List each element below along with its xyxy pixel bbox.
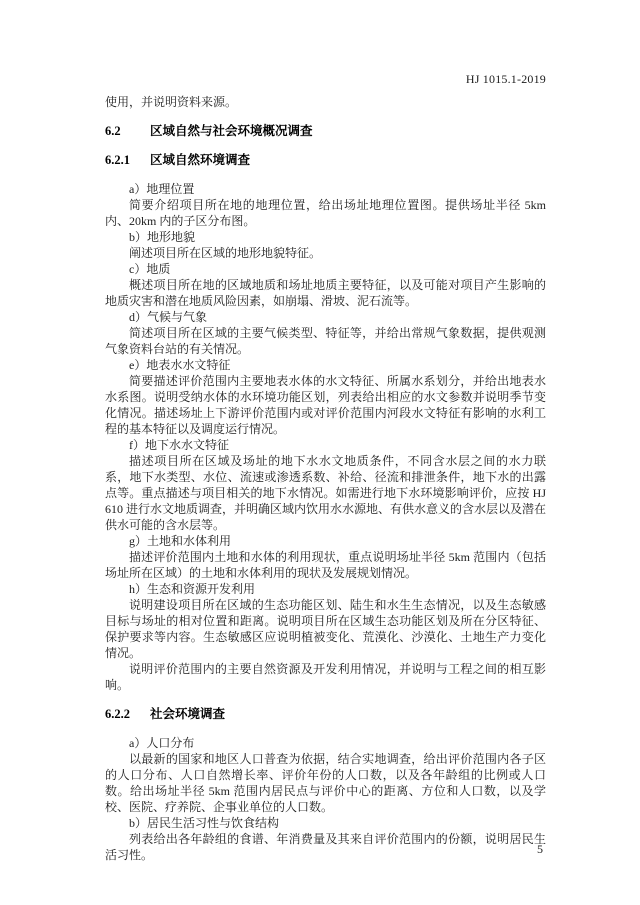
paragraph: 说明评价范围内的主要自然资源及开发利用情况，并说明与工程之间的相互影响。 <box>105 662 546 692</box>
list-item-heading: e）地表水水文特征 <box>129 358 231 372</box>
paragraph: 描述评价范围内土地和水体的利用现状，重点说明场址半径 5km 范围内（包括场址所在区域）的土地和水体利用的现状及发展规划情况。 <box>105 550 546 580</box>
paragraph: 说明建设项目所在区域的生态功能区划、陆生和水生生态情况，以及生态敏感目标与场址的相对位置和距离。说明项目所在区域生态功能区划及所在分区特征、保护要求等内容。生态敏感区应说明植被变化、荒漠化、沙漠化、土地生产力变化情况。 <box>105 598 546 660</box>
list-item-heading: h）生态和资源开发利用 <box>129 582 256 596</box>
list-item-heading: d）气候与气象 <box>129 310 208 324</box>
section-title: 社会环境调查 <box>150 707 226 721</box>
paragraph: 简要描述评价范围内主要地表水体的水文特征、所属水系划分，并给出地表水水系图。说明受纳水体的水环境功能区划，列表给出相应的水文参数并说明季节变化情况。描述场址上下游评价范围内或对评价范围内河段水文特征有影响的水利工程的基本特征以及调度运行情况。 <box>105 374 546 436</box>
list-item-heading: b）居民生活习性与饮食结构 <box>129 816 280 830</box>
section-title: 区域自然与社会环境概况调查 <box>150 124 313 138</box>
list-item-heading: f）地下水水文特征 <box>129 438 229 452</box>
list-item-heading: c）地质 <box>129 262 171 276</box>
document-header-standard-number: HJ 1015.1-2019 <box>465 72 546 86</box>
paragraph: 阐述项目所在区域的地形地貌特征。 <box>129 246 322 260</box>
paragraph: 列表给出各年龄组的食谱、年消费量及其来自评价范围内的份额，说明居民生活习性。 <box>105 832 546 862</box>
list-item-heading: a）地理位置 <box>129 182 195 196</box>
list-item-heading: g）土地和水体利用 <box>129 534 232 548</box>
paragraph: 简要介绍项目所在地的地理位置，给出场址地理位置图。提供场址半径 5km 内、20km 内的子区分布图。 <box>105 198 546 228</box>
paragraph: 描述项目所在区域及场址的地下水水文地质条件，不同含水层之间的水力联系，地下水类型、水位、流速或渗透系数、补给、径流和排泄条件，地下水的出露点等。重点描述与项目相关的地下水情况。如需进行地下水环境影响评价，应按 HJ 610 进行水文地质调查，并明确区域内饮用水水源地、有供水意义的含水层以及潜在供水可能的含水层等。 <box>105 454 547 532</box>
paragraph: 概述项目所在地的区域地质和场址地质主要特征，以及可能对项目产生影响的地质灾害和潜在地质风险因素，如崩塌、滑坡、泥石流等。 <box>105 278 546 308</box>
paragraph: 使用，并说明资料来源。 <box>105 95 238 109</box>
document-content <box>105 94 546 863</box>
page-number: 5 <box>537 842 543 856</box>
section-number: 6.2 <box>105 124 121 138</box>
paragraph: 简述项目所在区域的主要气候类型、特征等，并给出常规气象数据，提供观测气象资料台站的有关情况。 <box>105 326 546 356</box>
list-item-heading: a）人口分布 <box>129 736 195 750</box>
document-content-area <box>105 71 546 863</box>
section-number: 6.2.2 <box>105 707 130 721</box>
section-heading <box>105 152 546 168</box>
section-heading <box>105 123 546 139</box>
list-item-heading: b）地形地貌 <box>129 230 196 244</box>
section-title: 区域自然环境调查 <box>150 153 251 167</box>
section-number: 6.2.1 <box>105 153 130 167</box>
section-heading <box>105 706 546 722</box>
paragraph: 以最新的国家和地区人口普查为依据，结合实地调查，给出评价范围内各子区的人口分布、人口自然增长率、评价年份的人口数，以及各年龄组的比例或人口数。给出场址半径 5km 范围内居民点与评价中心的距离、方位和人口数，以及学校、医院、疗养院、企事业单位的人口数。 <box>105 752 546 814</box>
